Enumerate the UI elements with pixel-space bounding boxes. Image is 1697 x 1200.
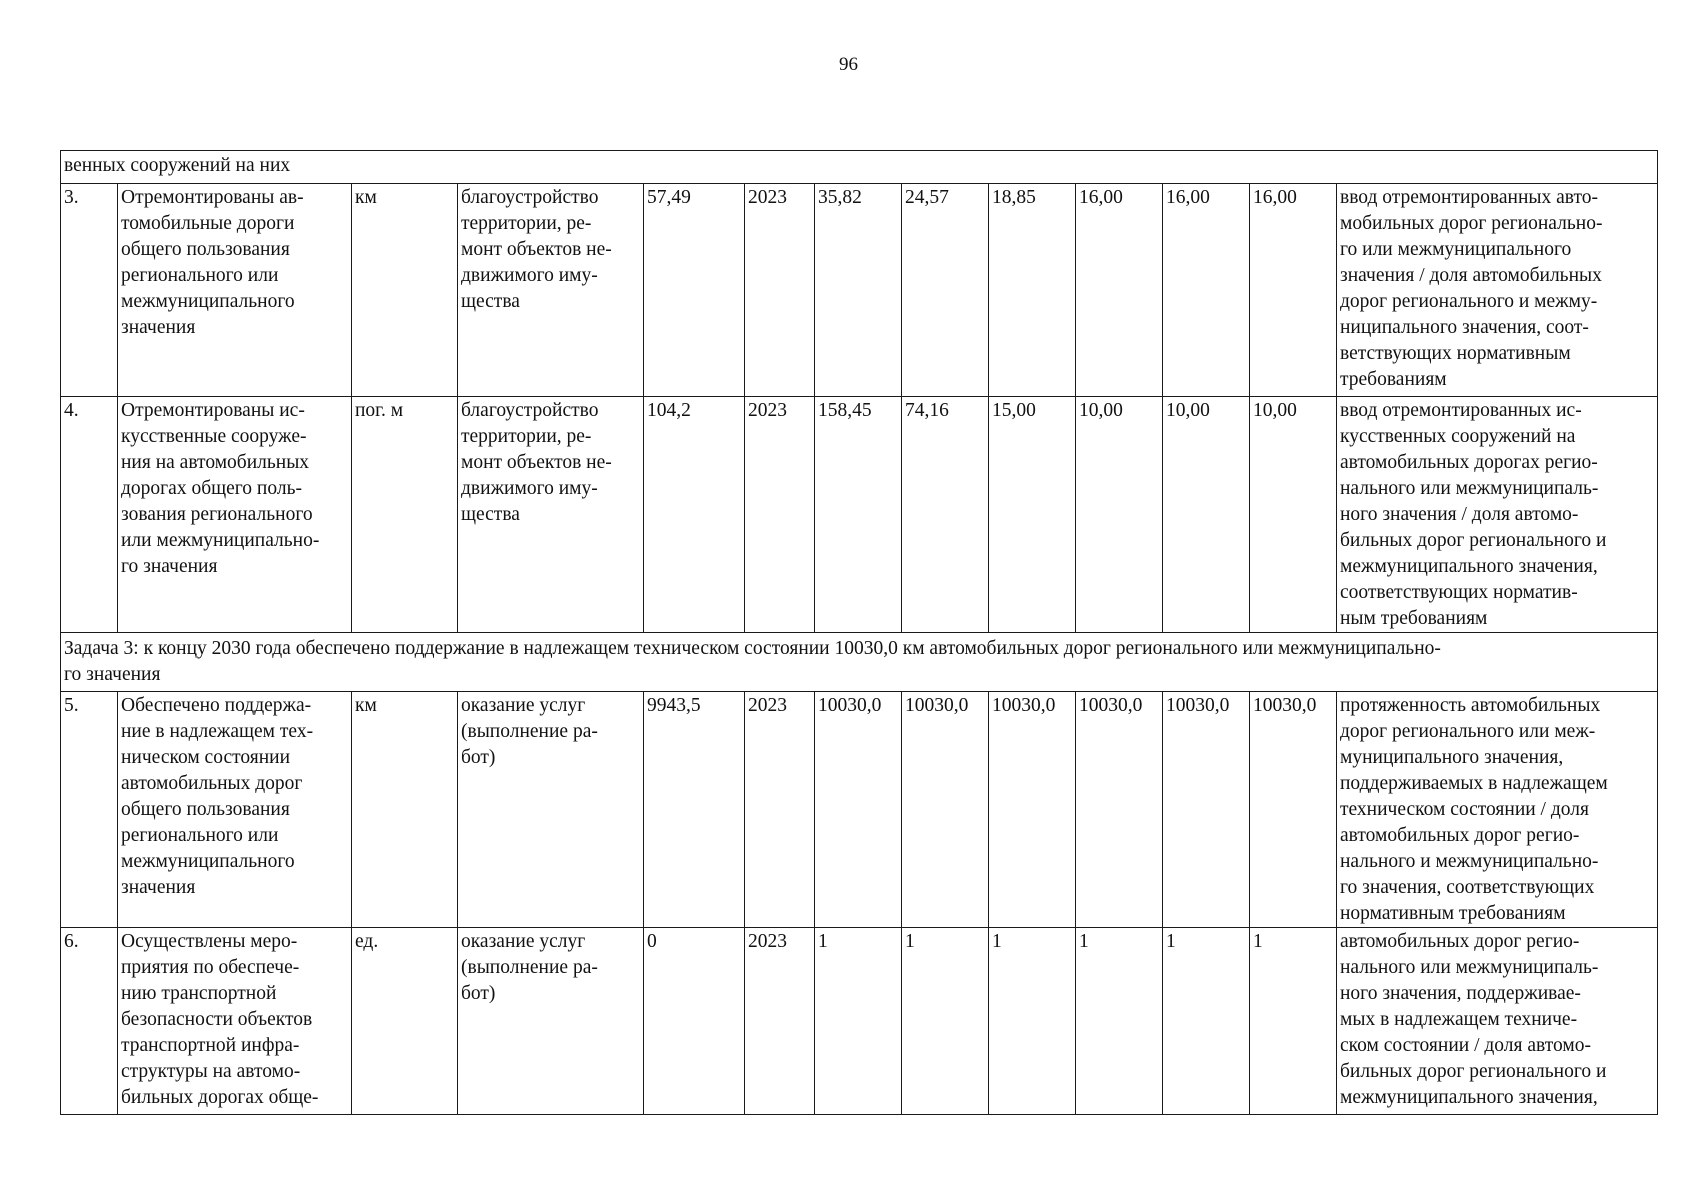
value-cell: 1 <box>1163 928 1250 1115</box>
value-cell: 1 <box>989 928 1076 1115</box>
base-value-cell: 0 <box>644 928 745 1115</box>
base-value-cell: 9943,5 <box>644 692 745 928</box>
note-cell: ввод отремонтированных авто- мобильных дорог регионально- го или межмуниципального значения / доля автомобильных дорог регионального и межму- ниципального значения, соот- ветствующих нормативным требованиям <box>1337 184 1658 397</box>
value-cell: 1 <box>902 928 989 1115</box>
base-year-cell: 2023 <box>745 397 815 633</box>
value-cell: 16,00 <box>1163 184 1250 397</box>
continuation-row <box>61 151 1658 184</box>
unit-cell: ед. <box>352 928 458 1115</box>
value-cell: 158,45 <box>815 397 902 633</box>
row-number-cell: 4. <box>61 397 118 633</box>
note-cell: автомобильных дорог регио- нального или межмуниципаль- ного значения, поддерживае- мых в надлежащем техниче- ском состоянии / доля автомо- бильных дорог регионального и межмуниципального значения, <box>1337 928 1658 1115</box>
indicator-name-cell: Обеспечено поддержа- ние в надлежащем тех- ническом состоянии автомобильных дорог общего пользования регионального или межмуниципального значения <box>118 692 352 928</box>
indicator-name-cell: Отремонтированы ав- томобильные дороги общего пользования регионального или межмуниципального значения <box>118 184 352 397</box>
value-cell: 18,85 <box>989 184 1076 397</box>
value-cell: 1 <box>1250 928 1337 1115</box>
page-number: 96 <box>839 54 858 75</box>
table-row <box>61 692 1658 928</box>
value-cell: 16,00 <box>1076 184 1163 397</box>
value-cell: 10030,0 <box>815 692 902 928</box>
result-type-cell: благоустройство территории, ре- монт объектов не- движимого иму- щества <box>458 184 644 397</box>
task-3-heading: Задача 3: к концу 2030 года обеспечено поддержание в надлежащем техническом состоянии 10030,0 км автомобильных дорог регионального или межмуниципально- го значения <box>61 633 1658 692</box>
indicators-table <box>60 150 1658 1115</box>
row-number-cell: 5. <box>61 692 118 928</box>
note-cell: ввод отремонтированных ис- кусственных сооружений на автомобильных дорогах регио- нального или межмуниципаль- ного значения / доля автомо- бильных дорог регионального и межмуниципального значения, соответствующих норматив- ным требованиям <box>1337 397 1658 633</box>
value-cell: 10030,0 <box>1076 692 1163 928</box>
value-cell: 10,00 <box>1250 397 1337 633</box>
value-cell: 35,82 <box>815 184 902 397</box>
base-year-cell: 2023 <box>745 928 815 1115</box>
table-row <box>61 397 1658 633</box>
value-cell: 10030,0 <box>989 692 1076 928</box>
value-cell: 74,16 <box>902 397 989 633</box>
value-cell: 10030,0 <box>902 692 989 928</box>
task-row <box>61 633 1658 692</box>
table-row <box>61 184 1658 397</box>
note-cell: протяженность автомобильных дорог регионального или меж- муниципального значения, поддерживаемых в надлежащем техническом состоянии / доля автомобильных дорог регио- нального и межмуниципально- го значения, соответствующих нормативным требованиям <box>1337 692 1658 928</box>
base-value-cell: 104,2 <box>644 397 745 633</box>
row-number-cell: 3. <box>61 184 118 397</box>
unit-cell: км <box>352 184 458 397</box>
unit-cell: км <box>352 692 458 928</box>
result-type-cell: благоустройство территории, ре- монт объектов не- движимого иму- щества <box>458 397 644 633</box>
value-cell: 1 <box>815 928 902 1115</box>
value-cell: 1 <box>1076 928 1163 1115</box>
base-year-cell: 2023 <box>745 184 815 397</box>
row-number-cell: 6. <box>61 928 118 1115</box>
continuation-cell: венных сооружений на них <box>61 151 1658 184</box>
result-type-cell: оказание услуг (выполнение ра- бот) <box>458 928 644 1115</box>
indicator-name-cell: Отремонтированы ис- кусственные сооруже- ния на автомобильных дорогах общего поль- зования регионального или межмуниципально- го значения <box>118 397 352 633</box>
value-cell: 10030,0 <box>1250 692 1337 928</box>
base-year-cell: 2023 <box>745 692 815 928</box>
value-cell: 15,00 <box>989 397 1076 633</box>
value-cell: 10,00 <box>1076 397 1163 633</box>
value-cell: 10,00 <box>1163 397 1250 633</box>
base-value-cell: 57,49 <box>644 184 745 397</box>
value-cell: 24,57 <box>902 184 989 397</box>
value-cell: 16,00 <box>1250 184 1337 397</box>
result-type-cell: оказание услуг (выполнение ра- бот) <box>458 692 644 928</box>
unit-cell: пог. м <box>352 397 458 633</box>
value-cell: 10030,0 <box>1163 692 1250 928</box>
table-row <box>61 928 1658 1115</box>
indicator-name-cell: Осуществлены меро- приятия по обеспече- нию транспортной безопасности объектов транспортной инфра- структуры на автомо- бильных дорогах обще- <box>118 928 352 1115</box>
